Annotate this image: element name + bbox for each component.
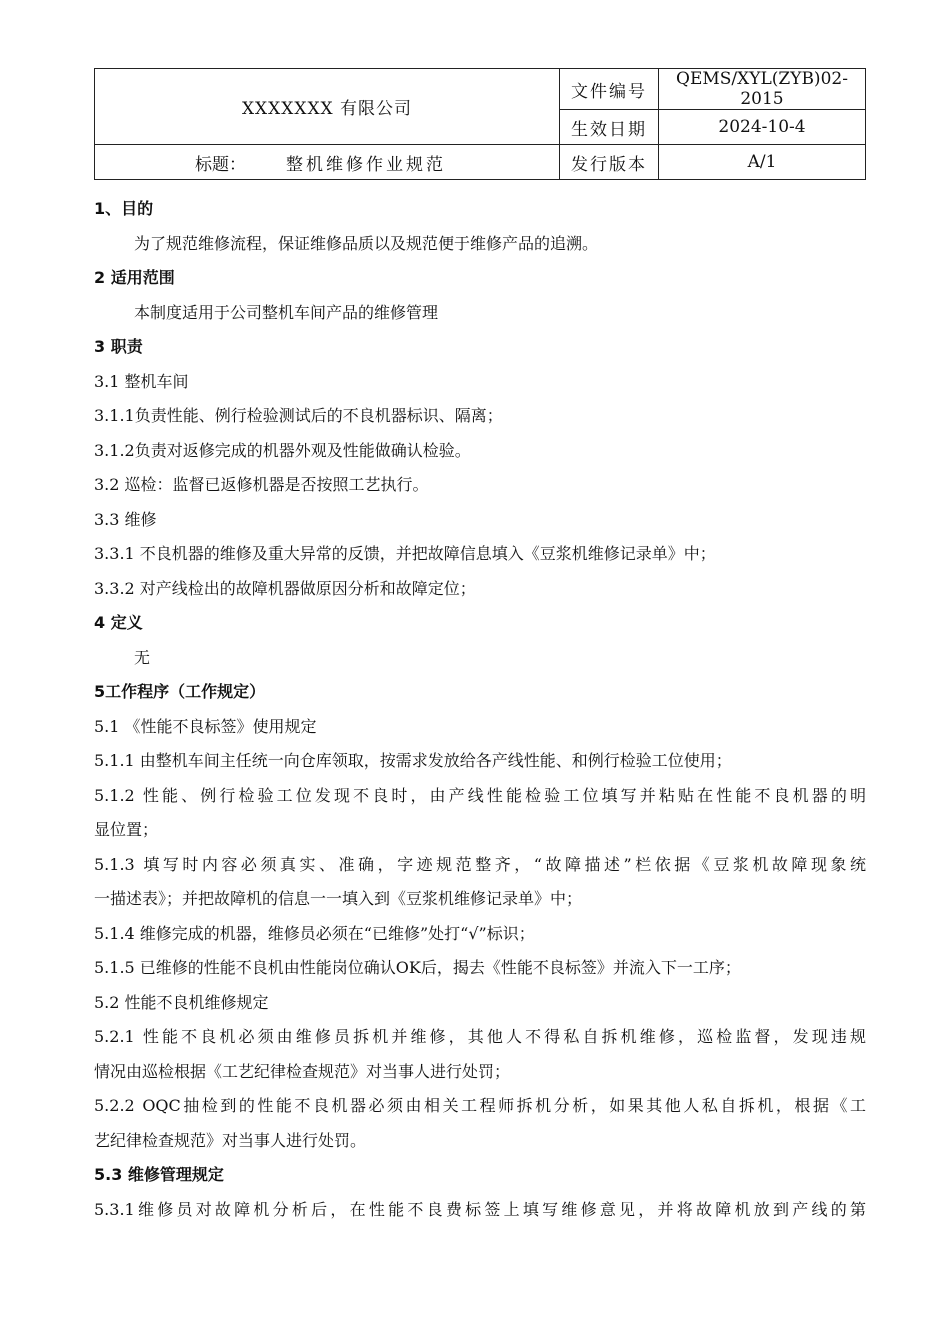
paragraph: 3.3 维修: [94, 509, 157, 529]
company-name: XXXXXXX 有限公司: [95, 69, 560, 145]
document-header-table: [94, 68, 866, 180]
version-value: A/1: [659, 145, 866, 180]
paragraph: 3.3.1 不良机器的维修及重大异常的反馈，并把故障信息填入《豆浆机维修记录单》中；: [94, 544, 716, 563]
paragraph: 5.2.1 性能不良机必须由维修员拆机并维修，其他人不得私自拆机维修，巡检监督，发现违规: [94, 1027, 866, 1046]
paragraph: 5.1.3 填写时内容必须真实、准确，字迹规范整齐，“故障描述”栏依据《豆浆机故障现象统: [94, 854, 866, 874]
section-heading: 4 定义: [94, 613, 143, 632]
paragraph: 5.1.2 性能、例行检验工位发现不良时，由产线性能检验工位填写并粘贴在性能不良机器的明: [94, 785, 866, 805]
paragraph: 情况由巡检根据《工艺纪律检查规范》对当事人进行处罚；: [94, 1061, 511, 1081]
paragraph: 5.2 性能不良机维修规定: [94, 992, 269, 1012]
paragraph: 3.2 巡检：监督已返修机器是否按照工艺执行。: [94, 475, 429, 494]
paragraph: 艺纪律检查规范》对当事人进行处罚。: [94, 1130, 367, 1150]
paragraph: 无: [134, 647, 151, 667]
title-label: 标题：: [195, 154, 246, 175]
section-heading: 5工作程序（工作规定）: [94, 682, 266, 701]
paragraph: 3.3.2 对产线检出的故障机器做原因分析和故障定位；: [94, 578, 476, 598]
effective-date-value: 2024-10-4: [659, 110, 866, 145]
paragraph: 显位置；: [94, 820, 159, 839]
doc-number-value: QEMS/XYL(ZYB)02-2015: [659, 69, 866, 110]
section-heading: 5.3 维修管理规定: [94, 1165, 224, 1184]
paragraph: 5.1.1 由整机车间主任统一向仓库领取，按需求发放给各产线性能、和例行检验工位使用；: [94, 751, 732, 770]
section-heading: 3 职责: [94, 337, 143, 356]
document-title-cell: [95, 145, 560, 180]
doc-number-label: 文件编号: [560, 69, 659, 110]
version-label: 发行版本: [560, 145, 659, 180]
section-heading: 1、目的: [94, 199, 154, 218]
document-body: [94, 192, 866, 1227]
paragraph: 5.2.2 OQC抽检到的性能不良机器必须由相关工程师拆机分析，如果其他人私自拆机，根据《工: [94, 1096, 866, 1115]
paragraph: 5.3.1维修员对故障机分析后，在性能不良费标签上填写维修意见，并将故障机放到产线的第: [94, 1199, 866, 1219]
paragraph: 3.1 整机车间: [94, 371, 189, 391]
document-title: 整机维修作业规范: [286, 154, 446, 175]
effective-date-label: 生效日期: [560, 110, 659, 145]
paragraph: 本制度适用于公司整机车间产品的维修管理: [134, 302, 439, 322]
paragraph: 一描述表》；并把故障机的信息一一填入到《豆浆机维修记录单》中；: [94, 889, 583, 908]
paragraph: 3.1.1负责性能、例行检验测试后的不良机器标识、隔离；: [94, 406, 503, 425]
section-heading: 2 适用范围: [94, 268, 175, 287]
paragraph: 为了规范维修流程，保证维修品质以及规范便于维修产品的追溯。: [134, 233, 599, 253]
paragraph: 5.1 《性能不良标签》使用规定: [94, 716, 317, 736]
paragraph: 3.1.2负责对返修完成的机器外观及性能做确认检验。: [94, 440, 471, 460]
paragraph: 5.1.4 维修完成的机器，维修员必须在“已维修”处打“√”标识；: [94, 923, 535, 943]
paragraph: 5.1.5 已维修的性能不良机由性能岗位确认OK后，揭去《性能不良标签》并流入下一工序；: [94, 958, 741, 977]
